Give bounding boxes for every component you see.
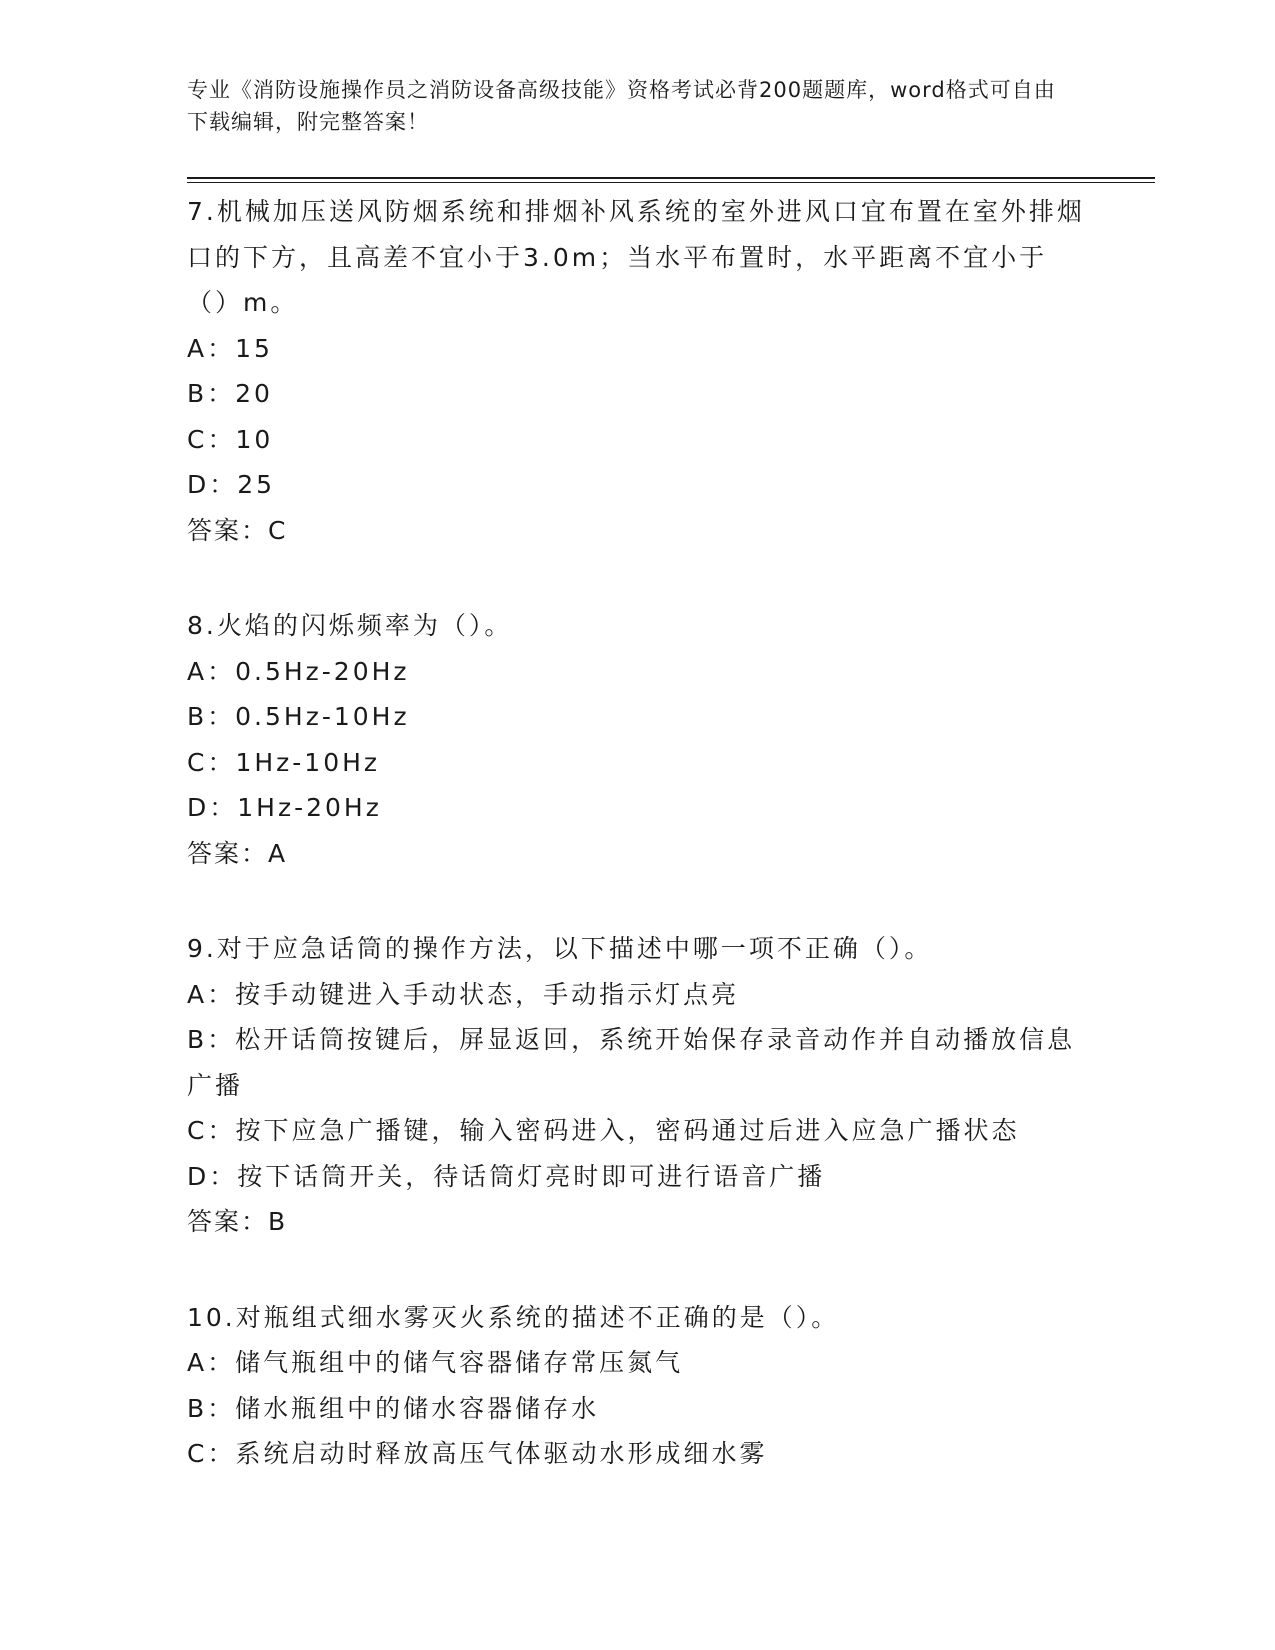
option-b: B：松开话筒按键后，屏显返回，系统开始保存录音动作并自动播放信息广播 [187,1025,1076,1100]
option-d: D：按下话筒开关，待话筒灯亮时即可进行语音广播 [187,1161,826,1191]
option-a: A：15 [187,333,273,363]
option-c: C：1Hz-10Hz [187,747,381,777]
question-stem: 9.对于应急话筒的操作方法，以下描述中哪一项不正确（）。 [187,934,933,963]
answer-line: 答案：C [187,515,288,545]
option-a: A：按手动键进入手动状态，手动指示灯点亮 [187,979,740,1009]
question-item [187,603,1087,876]
option-b: B：0.5Hz-10Hz [187,702,410,731]
option-b: B：20 [187,379,273,408]
question-item [187,1295,1087,1477]
document-intro: 专业《消防设施操作员之消防设备高级技能》资格考试必背200题题库，word格式可自由下载编辑，附完整答案！ [187,78,1056,134]
answer-line: 答案：B [187,1207,288,1236]
question-list [187,189,1087,1527]
question-item [187,189,1087,553]
header-divider-thick [187,177,1155,179]
header-divider-thin [187,182,1155,183]
question-stem: 7.机械加压送风防烟系统和排烟补风系统的室外进风口宜布置在室外排烟口的下方，且高差不宜小于3.0m；当水平布置时，水平距离不宜小于（）m。 [187,197,1085,317]
question-stem: 8.火焰的闪烁频率为（）。 [187,611,513,640]
option-d: D：25 [187,470,276,499]
question-stem: 10.对瓶组式细水雾灭火系统的描述不正确的是（）。 [187,1302,840,1332]
option-c: C：系统启动时释放高压气体驱动水形成细水雾 [187,1439,768,1468]
option-c: C：按下应急广播键，输入密码进入，密码通过后进入应急广播状态 [187,1116,1020,1145]
option-a: A：储气瓶组中的储气容器储存常压氮气 [187,1348,684,1377]
option-a: A：0.5Hz-20Hz [187,656,410,686]
option-b: B：储水瓶组中的储水容器储存水 [187,1393,600,1423]
option-d: D：1Hz-20Hz [187,793,382,822]
question-item [187,926,1087,1245]
option-c: C：10 [187,424,274,454]
answer-line: 答案：A [187,838,288,868]
